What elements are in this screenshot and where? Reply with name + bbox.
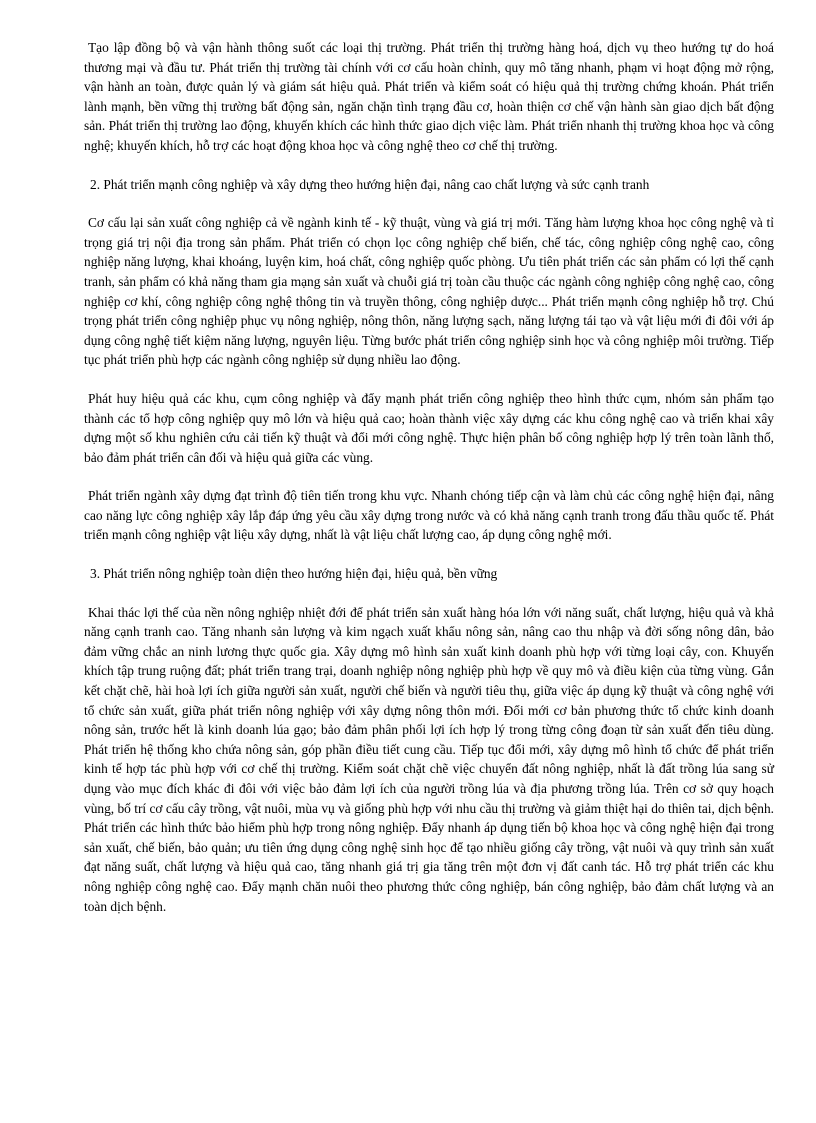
section-heading-agriculture: 3. Phát triển nông nghiệp toàn diện theo hướng hiện đại, hiệu quả, bền vững bbox=[90, 566, 498, 582]
paragraph-construction: Phát triển ngành xây dựng đạt trình độ tiên tiến trong khu vực. Nhanh chóng tiếp cận và làm chủ các công nghệ hiện đại, nâng cao năng lực công nghiệp xây lắp đáp ứng yêu cầu xây dựng trong nước và có khả năng cạnh tranh trong đấu thầu quốc tế. Phát triển mạnh công nghiệp vật liệu xây dựng, nhất là vật liệu chất lượng cao, áp dụng công nghệ mới. bbox=[84, 488, 774, 543]
paragraph-industrial-restructuring: Cơ cấu lại sản xuất công nghiệp cả về ngành kinh tế - kỹ thuật, vùng và giá trị mới. Tăng hàm lượng khoa học công nghệ và tỉ trọng giá trị nội địa trong sản phẩm. Phát triển có chọn lọc công nghiệp chế biến, chế tác, công nghiệp công nghệ cao, công nghiệp năng lượng, khai khoáng, luyện kim, hoá chất, công nghiệp quốc phòng. Ưu tiên phát triển các sản phẩm có lợi thế cạnh tranh, sản phẩm có khả năng tham gia mạng sản xuất và chuỗi giá trị toàn cầu thuộc các ngành công nghiệp công nghệ cao, công nghiệp cơ khí, công nghiệp công nghệ thông tin và truyền thông, công nghiệp dược... Phát triển mạnh công nghiệp hỗ trợ. Chú trọng phát triển công nghiệp phục vụ nông nghiệp, nông thôn, năng lượng sạch, năng lượng tái tạo và vật liệu mới đi đôi với áp dụng công nghệ tiết kiệm năng lượng, nguyên liệu. Từng bước phát triển công nghiệp sinh học và công nghiệp môi trường. Tiếp tục phát triển phù hợp các ngành công nghiệp sử dụng nhiều lao động. bbox=[84, 215, 774, 368]
section-heading-industry: 2. Phát triển mạnh công nghiệp và xây dựng theo hướng hiện đại, nâng cao chất lượng và sức cạnh tranh bbox=[90, 176, 650, 192]
paragraph-market-development: Tạo lập đồng bộ và vận hành thông suốt các loại thị trường. Phát triển thị trường hàng hoá, dịch vụ theo hướng tự do hoá thương mại và đầu tư. Phát triển thị trường tài chính với cơ cấu hoàn chỉnh, quy mô tăng nhanh, phạm vi hoạt động mở rộng, vận hành an toàn, được quản lý và giám sát hiệu quả. Phát triển và kiểm soát có hiệu quả thị trường chứng khoán. Phát triển lành mạnh, bền vững thị trường bất động sản, ngăn chặn tình trạng đầu cơ, hoàn thiện cơ chế vận hành sàn giao dịch bất động sản. Phát triển thị trường lao động, khuyến khích các hình thức giao dịch việc làm. Phát triển nhanh thị trường khoa học và công nghệ; khuyến khích, hỗ trợ các hoạt động khoa học và công nghệ theo cơ chế thị trường. bbox=[84, 40, 774, 153]
paragraph-industrial-zones: Phát huy hiệu quả các khu, cụm công nghiệp và đẩy mạnh phát triển công nghiệp theo hình thức cụm, nhóm sản phẩm tạo thành các tổ hợp công nghiệp quy mô lớn và hiệu quả cao; hoàn thành việc xây dựng các khu công nghệ cao và triển khai xây dựng một số khu nghiên cứu cải tiến kỹ thuật và đổi mới công nghệ. Thực hiện phân bố công nghiệp hợp lý trên toàn lãnh thổ, bảo đảm phát triển cân đối và hiệu quả giữa các vùng. bbox=[84, 390, 774, 465]
paragraph-agriculture: Khai thác lợi thế của nền nông nghiệp nhiệt đới để phát triển sản xuất hàng hóa lớn với năng suất, chất lượng, hiệu quả và khả năng cạnh tranh cao. Tăng nhanh sản lượng và kim ngạch xuất khẩu nông sản, nâng cao thu nhập và đời sống nông dân, bảo đảm vững chắc an ninh lương thực quốc gia. Xây dựng mô hình sản xuất kinh doanh phù hợp với từng loại cây, con. Khuyến khích tập trung ruộng đất; phát triển trang trại, doanh nghiệp nông nghiệp phù hợp về quy mô và điều kiện của từng vùng. Gắn kết chặt chẽ, hài hoà lợi ích giữa người sản xuất, người chế biến và người tiêu thụ, giữa việc áp dụng kỹ thuật và công nghệ với tổ chức sản xuất, giữa phát triển nông nghiệp với xây dựng nông thôn mới. Đổi mới cơ bản phương thức tổ chức kinh doanh nông sản, trước hết là kinh doanh lúa gạo; bảo đảm phân phối lợi ích hợp lý trong từng công đoạn từ sản xuất đến tiêu dùng. Phát triển hệ thống kho chứa nông sản, góp phần điều tiết cung cầu. Tiếp tục đổi mới, xây dựng mô hình tổ chức để phát triển kinh tế hợp tác phù hợp với cơ chế thị trường. Kiểm soát chặt chẽ việc chuyển đất nông nghiệp, nhất là đất trồng lúa sang sử dụng vào mục đích khác đi đôi với việc bảo đảm lợi ích của người trồng lúa và địa phương trồng lúa. Trên cơ sở quy hoạch vùng, bố trí cơ cấu cây trồng, vật nuôi, mùa vụ và giống phù hợp với nhu cầu thị trường và giảm thiệt hại do thiên tai, dịch bệnh. Phát triển các hình thức bảo hiểm phù hợp trong nông nghiệp. Đẩy nhanh áp dụng tiến bộ khoa học và công nghệ hiện đại trong sản xuất, chế biến, bảo quản; ưu tiên ứng dụng công nghệ sinh học để tạo nhiều giống cây trồng, vật nuôi và quy trình sản xuất đạt năng suất, chất lượng và hiệu quả cao, tăng nhanh giá trị gia tăng trên một đơn vị đất canh tác. Hỗ trợ phát triển các khu nông nghiệp công nghệ cao. Đẩy mạnh chăn nuôi theo phương thức công nghiệp, bán công nghiệp, bảo đảm chất lượng và an toàn dịch bệnh. bbox=[84, 604, 774, 914]
document-page bbox=[84, 38, 774, 935]
